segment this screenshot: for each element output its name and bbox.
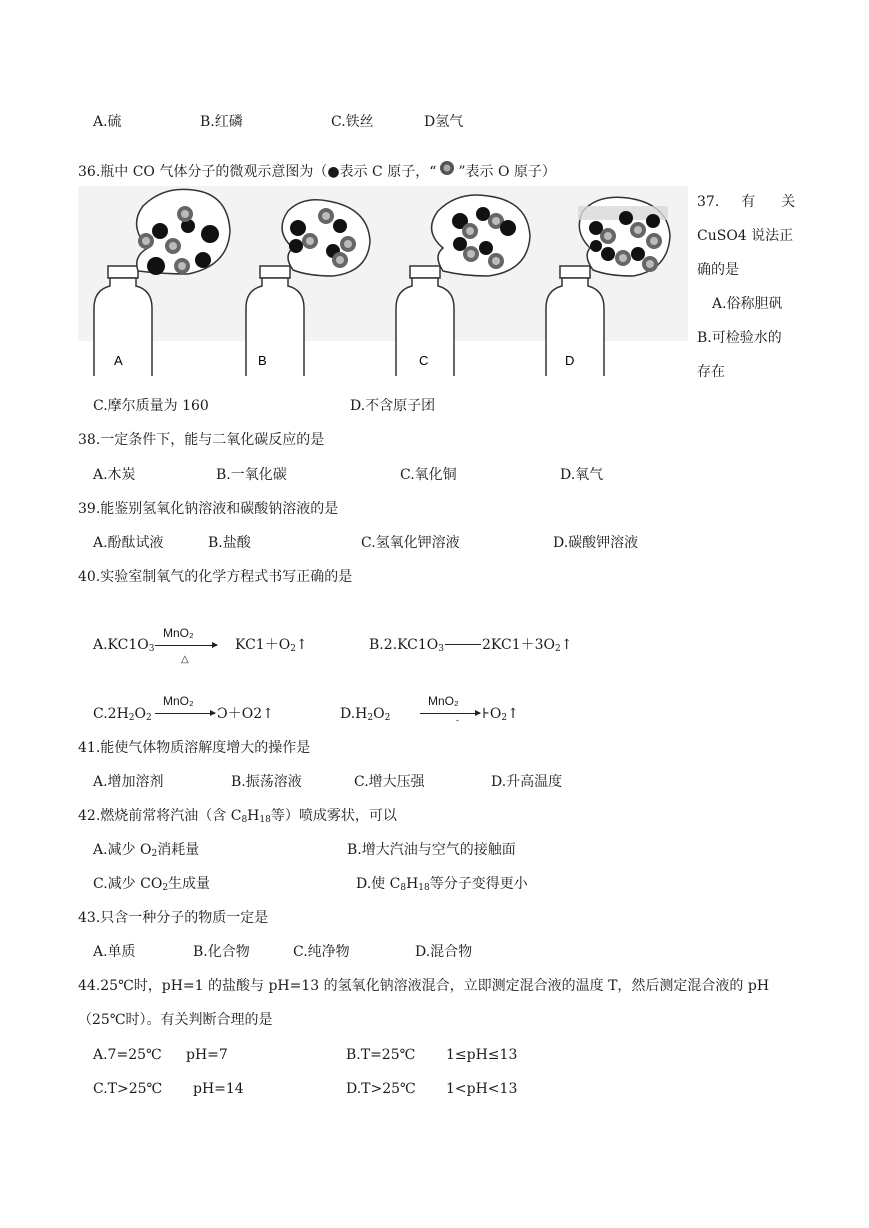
q41-stem: 41.能使气体物质溶解度增大的操作是 (78, 740, 311, 756)
q37-stem-line2: CuSO4 说法正 (697, 228, 794, 244)
q37-option-d: D.不含原子团 (350, 398, 436, 414)
q44-option-a-temp: A.7=25℃ (93, 1047, 162, 1063)
q42-option-a: A.减少 O2消耗量 (93, 842, 200, 859)
q43-option-a: A.单质 (93, 944, 136, 960)
q38-option-c: C.氧化铜 (400, 467, 457, 483)
q36-diagram (78, 186, 688, 376)
oxygen-atom-icon (436, 161, 458, 179)
q44-option-b-temp: B.T=25℃ (346, 1047, 416, 1063)
option-a-label: A (114, 353, 123, 368)
q40-d-catalyst: MnO₂ (428, 694, 459, 708)
q40-option-a-reactant: A.KC1O3 (93, 637, 155, 654)
q40-a-catalyst: MnO₂ (163, 626, 194, 640)
q40-stem: 40.实验室制氧气的化学方程式书写正确的是 (78, 569, 353, 585)
q37-option-b-line2: 存在 (697, 364, 725, 380)
q40-c-catalyst: MnO₂ (163, 694, 194, 708)
q37-option-a: A.俗称胆矾 (712, 296, 783, 312)
q40-option-d-product: ⊦O2↑ (482, 706, 519, 723)
q36-stem: 36.瓶中 CO 气体分子的微观示意图为（●表示 C 原子，“ ”表示 O 原子） (78, 161, 556, 181)
q44-option-b-ph: 1≤pH≤13 (446, 1047, 518, 1063)
q44-option-d-temp: D.T>25℃ (346, 1081, 416, 1097)
q37-stem-line1: 37. 有 关 (697, 194, 796, 210)
q40-option-a-product: KC1＋O2↑ (235, 637, 308, 654)
option-b-label: B (258, 353, 267, 368)
option-d-label: D (565, 353, 575, 368)
q39-option-c: C.氢氧化钾溶液 (361, 535, 460, 551)
q39-option-a: A.酚酞试液 (93, 535, 164, 551)
q41-option-c: C.增大压强 (354, 774, 425, 790)
q37-stem-line3: 确的是 (697, 262, 739, 278)
q42-option-b: B.增大汽油与空气的接触面 (347, 842, 516, 858)
q35-option-c: C.铁丝 (331, 114, 374, 130)
q39-option-d: D.碳酸钾溶液 (553, 535, 639, 551)
q40-option-c-product: Ɔ＋O2↑ (217, 706, 274, 722)
q40-a-arrow (155, 645, 217, 646)
q44-stem-line1: 44.25℃时，pH=1 的盐酸与 pH=13 的氢氧化钠溶液混合，立即测定混合液的温度 T，然后测定混合液的 pH (78, 978, 770, 994)
q40-option-d-reactant: D.H2O2 (340, 706, 391, 723)
option-c-label: C (419, 353, 429, 368)
q38-option-a: A.木炭 (93, 467, 136, 483)
q44-option-c-ph: pH=14 (193, 1081, 244, 1097)
q43-option-b: B.化合物 (193, 944, 250, 960)
q40-c-arrow (155, 713, 215, 714)
q38-option-d: D.氧气 (560, 467, 604, 483)
q40-d-condition: - (456, 715, 459, 725)
q35-option-d: D氢气 (424, 114, 464, 130)
q38-stem: 38.一定条件下，能与二氧化碳反应的是 (78, 432, 325, 448)
q40-option-c-reactant: C.2H2O2 (93, 706, 152, 723)
q39-option-b: B.盐酸 (208, 535, 251, 551)
q44-option-a-ph: pH=7 (186, 1047, 228, 1063)
q37-option-c: C.摩尔质量为 160 (93, 398, 209, 414)
q40-d-arrow (420, 713, 480, 714)
q41-option-b: B.振荡溶液 (231, 774, 302, 790)
q35-option-a: A.硫 (93, 114, 122, 130)
q41-option-a: A.增加溶剂 (93, 774, 164, 790)
q40-option-b: B.2.KC1O3 2KC1＋3O2↑ (369, 637, 573, 654)
q40-a-heat: △ (181, 654, 189, 665)
q43-stem: 43.只含一种分子的物质一定是 (78, 910, 269, 926)
q37-option-b-line1: B.可检验水的 (697, 330, 782, 346)
q44-option-d-ph: 1<pH<13 (446, 1081, 518, 1097)
q43-option-c: C.纯净物 (293, 944, 350, 960)
q39-stem: 39.能鉴别氢氧化钠溶液和碳酸钠溶液的是 (78, 501, 339, 517)
q42-option-d: D.使 C8H18等分子变得更小 (356, 876, 528, 893)
q42-stem: 42.燃烧前常将汽油（含 C8H18等）喷成雾状，可以 (78, 808, 397, 825)
carbon-atom-icon: ● (327, 164, 340, 180)
q43-option-d: D.混合物 (415, 944, 473, 960)
q44-option-c-temp: C.T>25℃ (93, 1081, 163, 1097)
q44-stem-line2: （25℃时）。有关判断合理的是 (78, 1012, 273, 1028)
q41-option-d: D.升高温度 (491, 774, 563, 790)
q35-option-b: B.红磷 (200, 114, 243, 130)
q38-option-b: B.一氧化碳 (216, 467, 287, 483)
q42-option-c: C.减少 CO2生成量 (93, 876, 211, 893)
